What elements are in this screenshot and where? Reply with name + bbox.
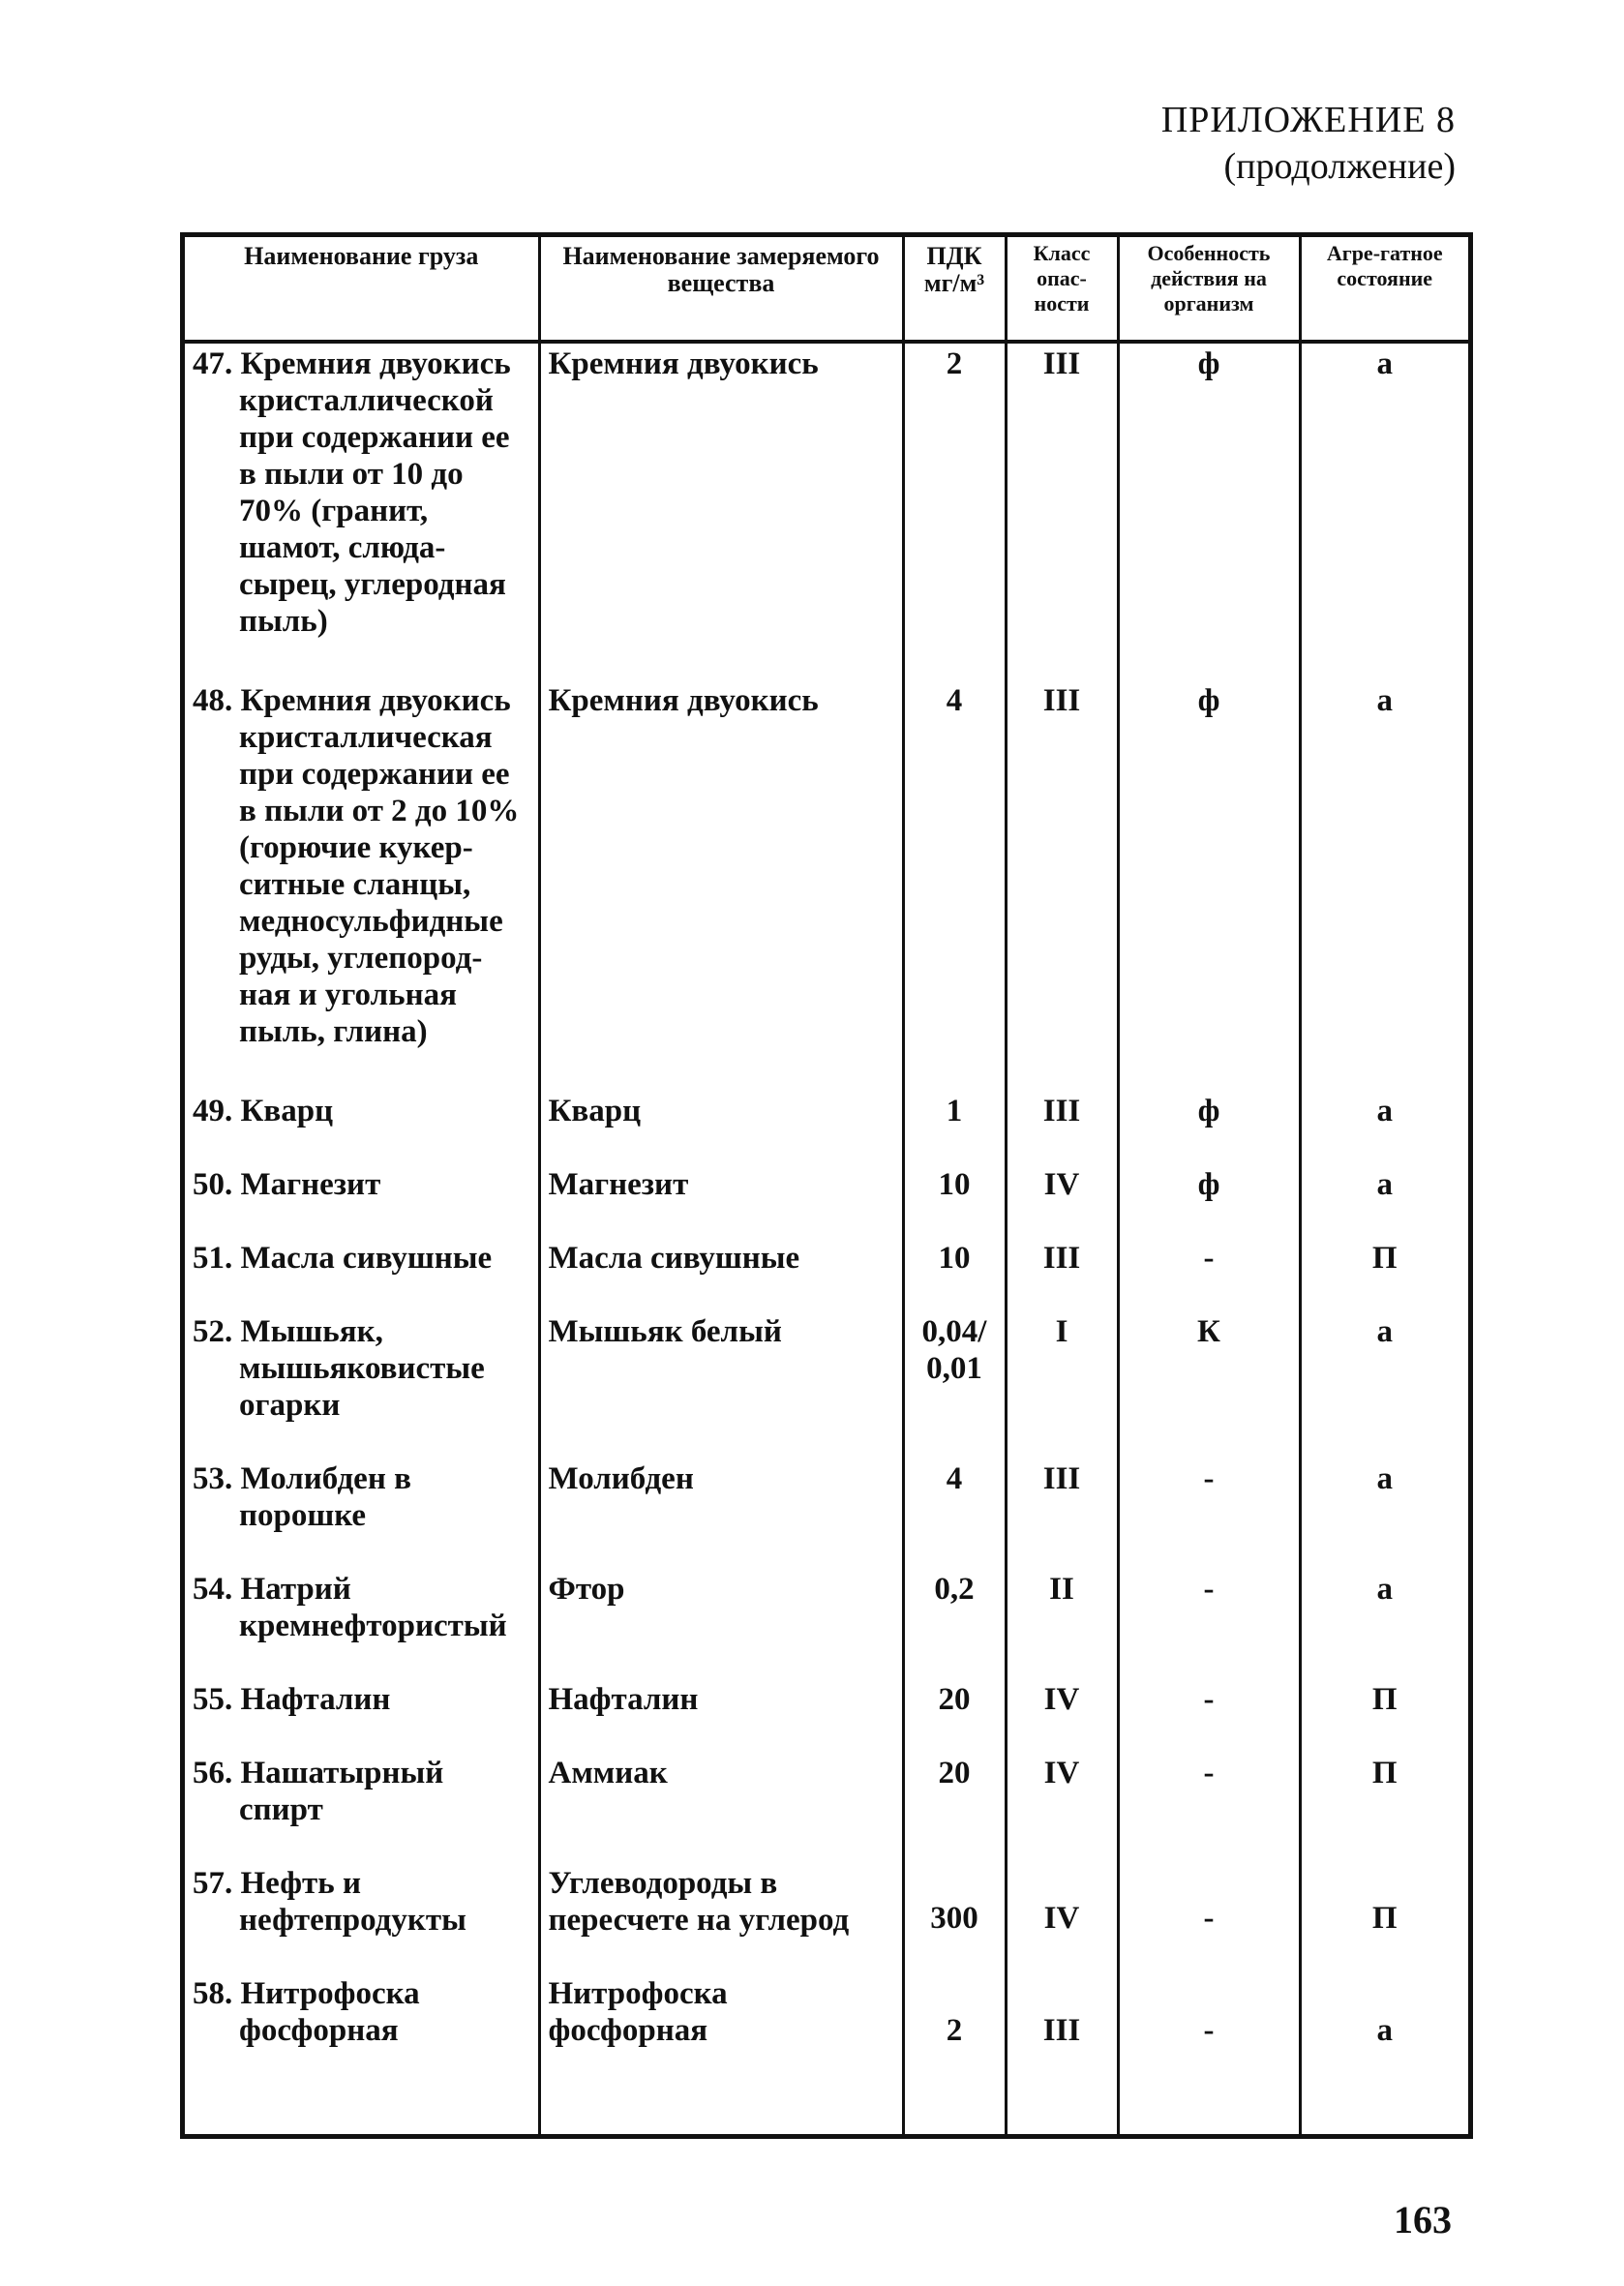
cell-state: П: [1300, 1679, 1468, 1753]
cell-effect: ф: [1118, 680, 1300, 1091]
cell-pdk: 300: [903, 1863, 1006, 1973]
table-row: [185, 1164, 1468, 1238]
cell-pdk: 20: [903, 1679, 1006, 1753]
cell-pdk: 1: [903, 1091, 1006, 1164]
cell-effect: -: [1118, 1679, 1300, 1753]
cell-hazard-class: II: [1006, 1569, 1118, 1679]
cell-effect: ф: [1118, 342, 1300, 680]
cell-cargo: 51. Масла сивушные: [185, 1238, 539, 1311]
cell-effect: -: [1118, 1459, 1300, 1569]
cell-substance: Нитрофоска фосфорная: [539, 1973, 903, 2134]
cell-hazard-class: IV: [1006, 1679, 1118, 1753]
cell-substance: Кремния двуокись: [539, 342, 903, 680]
column-header-cargo: Наименование груза: [185, 237, 539, 342]
cell-cargo: 50. Магнезит: [185, 1164, 539, 1238]
cell-effect: -: [1118, 1569, 1300, 1679]
cell-state: П: [1300, 1753, 1468, 1863]
cell-effect: ф: [1118, 1091, 1300, 1164]
cell-hazard-class: IV: [1006, 1753, 1118, 1863]
cell-state: а: [1300, 1459, 1468, 1569]
page-number: 163: [1394, 2198, 1452, 2241]
cell-pdk: 20: [903, 1753, 1006, 1863]
cell-substance: Магнезит: [539, 1164, 903, 1238]
cell-cargo: 48. Кремния двуокись кристаллическая при содержании ее в пыли от 2 до 10% (горючие кукер-ситные сланцы, медносульфидные руды, углепород-ная и угольная пыль, глина): [185, 680, 539, 1091]
cell-state: П: [1300, 1238, 1468, 1311]
cell-hazard-class: III: [1006, 342, 1118, 680]
table-row: [185, 1459, 1468, 1569]
cell-cargo: 57. Нефть и нефтепродукты: [185, 1863, 539, 1973]
table-row: [185, 1679, 1468, 1753]
cell-state: П: [1300, 1863, 1468, 1973]
cell-pdk: 4: [903, 1459, 1006, 1569]
table-row: [185, 1973, 1468, 2134]
cell-cargo: 47. Кремния двуокись кристаллической при содержании ее в пыли от 10 до 70% (гранит, шамот, слюда-сырец, углеродная пыль): [185, 342, 539, 680]
cell-pdk: 0,04/ 0,01: [903, 1311, 1006, 1459]
appendix-header: [1161, 97, 1456, 190]
cell-cargo: 49. Кварц: [185, 1091, 539, 1164]
cell-pdk: 2: [903, 1973, 1006, 2134]
cell-pdk: 10: [903, 1164, 1006, 1238]
column-header-effect: Особенность действия на организм: [1118, 237, 1300, 342]
cell-pdk: 4: [903, 680, 1006, 1091]
cell-substance: Масла сивушные: [539, 1238, 903, 1311]
cell-substance: Кварц: [539, 1091, 903, 1164]
table-row: [185, 1091, 1468, 1164]
cell-cargo: 54. Натрий кремнефтористый: [185, 1569, 539, 1679]
cell-hazard-class: I: [1006, 1311, 1118, 1459]
table-row: [185, 1238, 1468, 1311]
cell-pdk: 10: [903, 1238, 1006, 1311]
cell-substance: Аммиак: [539, 1753, 903, 1863]
table-row: [185, 1753, 1468, 1863]
column-header-state: Агре-гатное состояние: [1300, 237, 1468, 342]
cell-substance: Нафталин: [539, 1679, 903, 1753]
cell-substance: Углеводороды в пересчете на углерод: [539, 1863, 903, 1973]
cell-hazard-class: III: [1006, 1459, 1118, 1569]
cell-state: а: [1300, 342, 1468, 680]
table-header-row: [185, 237, 1468, 342]
table-row: [185, 1311, 1468, 1459]
column-header-substance: Наименование замеряемого вещества: [539, 237, 903, 342]
cell-pdk: 0,2: [903, 1569, 1006, 1679]
cell-pdk: 2: [903, 342, 1006, 680]
cell-cargo: 58. Нитрофоска фосфорная: [185, 1973, 539, 2134]
cell-hazard-class: IV: [1006, 1164, 1118, 1238]
cell-cargo: 56. Нашатырный спирт: [185, 1753, 539, 1863]
cell-hazard-class: III: [1006, 1973, 1118, 2134]
cell-state: а: [1300, 1164, 1468, 1238]
cell-effect: К: [1118, 1311, 1300, 1459]
cell-state: а: [1300, 1091, 1468, 1164]
cell-effect: -: [1118, 1973, 1300, 2134]
cell-substance: Фтор: [539, 1569, 903, 1679]
cell-effect: -: [1118, 1753, 1300, 1863]
cell-effect: -: [1118, 1863, 1300, 1973]
cell-substance: Молибден: [539, 1459, 903, 1569]
cell-hazard-class: III: [1006, 1238, 1118, 1311]
cell-effect: -: [1118, 1238, 1300, 1311]
cell-effect: ф: [1118, 1164, 1300, 1238]
table-row: [185, 1569, 1468, 1679]
cell-hazard-class: IV: [1006, 1863, 1118, 1973]
cell-substance: Мышьяк белый: [539, 1311, 903, 1459]
cell-hazard-class: III: [1006, 1091, 1118, 1164]
column-header-hazard-class: Класс опас-ности: [1006, 237, 1118, 342]
table-row: [185, 342, 1468, 680]
table-row: [185, 1863, 1468, 1973]
appendix-subtitle: (продолжение): [1223, 146, 1456, 187]
appendix-title: ПРИЛОЖЕНИЕ 8: [1160, 100, 1456, 140]
cell-cargo: 52. Мышьяк, мышьяковистые огарки: [185, 1311, 539, 1459]
cell-cargo: 53. Молибден в порошке: [185, 1459, 539, 1569]
cell-state: а: [1300, 1569, 1468, 1679]
cell-substance: Кремния двуокись: [539, 680, 903, 1091]
cell-cargo: 55. Нафталин: [185, 1679, 539, 1753]
cell-hazard-class: III: [1006, 680, 1118, 1091]
column-header-pdk: ПДК мг/м³: [903, 237, 1006, 342]
substances-table: [180, 232, 1473, 2139]
cell-state: а: [1300, 1973, 1468, 2134]
cell-state: а: [1300, 1311, 1468, 1459]
table-row: [185, 680, 1468, 1091]
cell-state: а: [1300, 680, 1468, 1091]
